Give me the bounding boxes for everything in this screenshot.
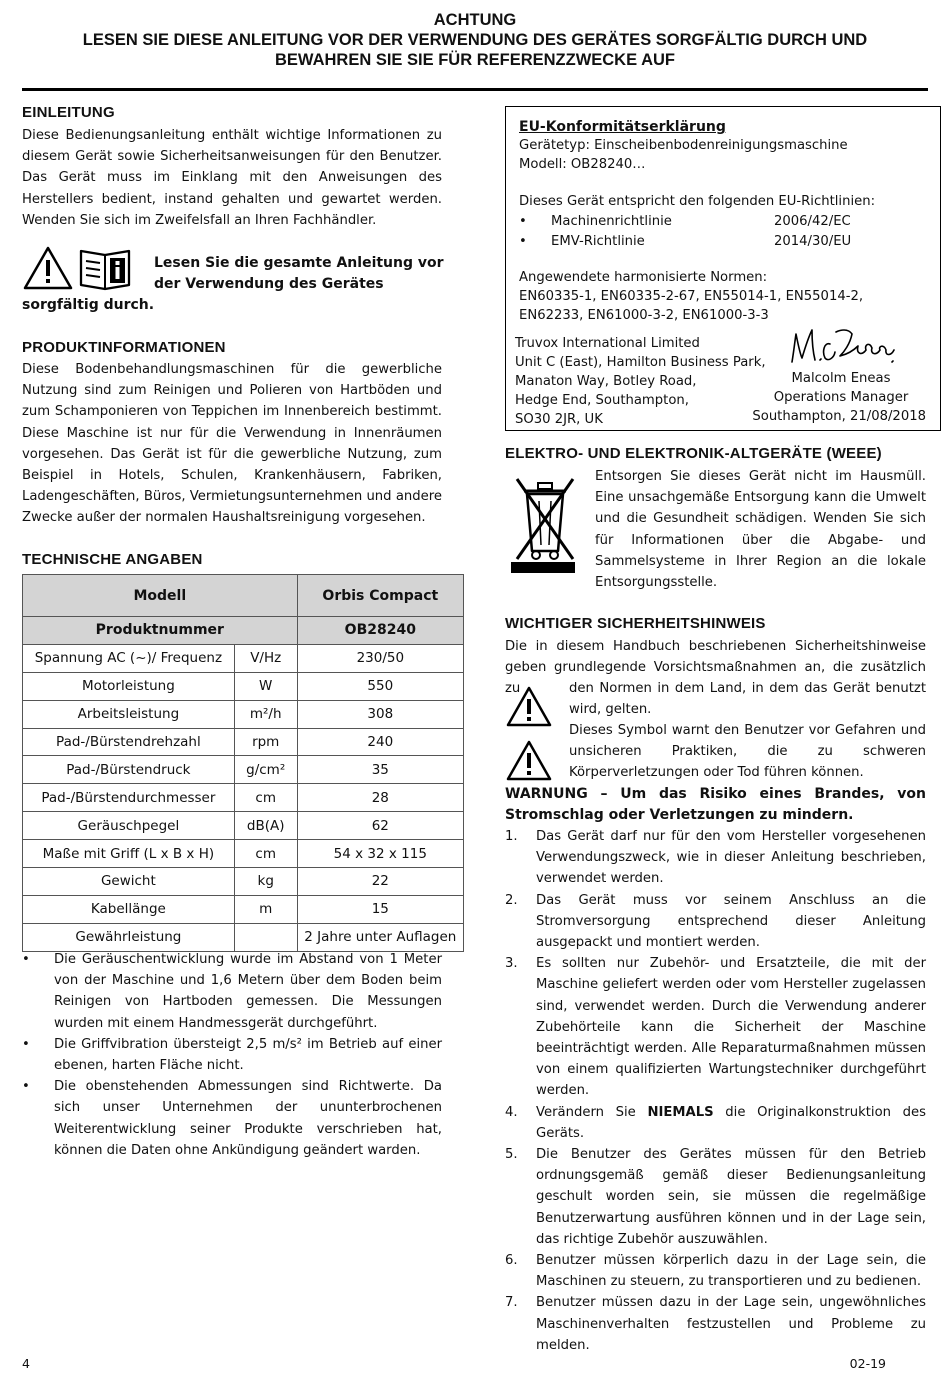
spec-label: Pad-/Bürstendurchmesser — [23, 784, 235, 812]
safety-intro-a: Die in diesem Handbuch beschriebenen Sicherheitshinweise geben grundlegende Vorsichtsmaßnahmen an, die zusätzlich zu — [505, 639, 926, 697]
directive-code: 2006/42/EC — [774, 214, 851, 229]
warning-triangle-icon — [505, 686, 553, 728]
spec-value: 15 — [297, 895, 463, 923]
address-line: Manaton Way, Botley Road, — [515, 374, 697, 389]
weee-heading: ELEKTRO- UND ELEKTRONIK-ALTGERÄTE (WEEE) — [505, 445, 882, 462]
address-line: SO30 2JR, UK — [515, 412, 603, 427]
spec-table — [22, 574, 464, 952]
manual-book-icon — [81, 251, 129, 289]
list-item — [505, 826, 926, 890]
read-instructions-notice — [154, 253, 444, 295]
safety-warning: WARNUNG – Um das Risiko eines Brandes, von Stromschlag oder Verletzungen zu mindern. — [505, 786, 926, 824]
safety-symbol-text: Dieses Symbol warnt den Benutzer vor Gefahren und unsicheren Praktiken, die zu schweren Körperverletzungen oder Tod führen können. — [569, 723, 926, 781]
list-item — [505, 890, 926, 954]
list-text: Benutzer müssen körperlich dazu in der Lage sein, die Maschinen zu steuern, zu transportieren und zu bedienen. — [536, 1253, 926, 1290]
list-text-emphasis: NIEMALS — [647, 1104, 714, 1120]
produkt-body: Diese Bodenbehandlungsmaschinen für die gewerbliche Nutzung sind zum Reinigen und Polieren von Hartböden und zum Schamponieren von Teppichen im Innenbereich bestimmt. Diese Maschine ist nur für die Verwendung in Innenräumen vorgesehen. Das Gerät ist für die gewerbliche Nutzung, zum Beispiel in Hotels, Schulen, Krankenhäusern, Fabriken, Ladengeschäften, Büros, Vermietungsunternehmen und andere Zwecke außer der normalen Haushaltsreinigung vorgesehen. — [22, 362, 442, 526]
produkt-heading: PRODUKTINFORMATIONEN — [22, 339, 226, 356]
list-item: • Die Griffvibration übersteigt 2,5 m/s² im Betrieb auf einer ebenen, harten Fläche nicht. — [22, 1034, 442, 1076]
eu-norms-label: Angewendete harmonisierte Normen: — [519, 270, 768, 285]
einleitung-heading: EINLEITUNG — [22, 104, 115, 121]
spec-value: 240 — [297, 728, 463, 756]
read-manual-icons — [22, 245, 140, 291]
spec-value: 230/50 — [297, 644, 463, 672]
list-text: Das Gerät darf nur für den vom Hersteller vorgesehenen Verwendungszweck, wie in dieser Anleitung beschrieben, verwendet werden. — [536, 829, 926, 887]
list-item — [505, 1102, 926, 1144]
safety-list — [505, 826, 926, 1356]
spec-product-value: OB28240 — [297, 617, 463, 645]
eu-directives — [519, 212, 919, 251]
spec-label: Geräuschpegel — [23, 812, 235, 840]
signature — [788, 322, 898, 370]
eu-norms-line-1: EN60335-1, EN60335-2-67, EN55014-1, EN55014-2, — [519, 289, 864, 304]
list-number: 3. — [505, 956, 518, 972]
eu-type: Gerätetyp: Einscheibenbodenreinigungsmaschine — [519, 138, 848, 153]
spec-label: Motorleistung — [23, 672, 235, 700]
signer-name: Malcolm Eneas — [791, 371, 891, 386]
list-number: 1. — [505, 829, 518, 844]
eu-model: Modell: OB28240… — [519, 157, 646, 172]
read-line-2: der Verwendung des Gerätes — [154, 276, 384, 292]
directive-name: EMV-Richtlinie — [551, 233, 645, 249]
header-divider — [22, 88, 928, 91]
spec-product-row — [23, 617, 464, 645]
spec-label: Gewährleistung — [23, 923, 235, 951]
header-line-2: LESEN SIE DIESE ANLEITUNG VOR DER VERWENDUNG DES GERÄTES SORGFÄLTIG DURCH UND — [82, 31, 868, 49]
eu-address — [515, 334, 766, 429]
table-row — [23, 728, 464, 756]
spec-unit: kg — [234, 868, 297, 896]
signer-place-date: Southampton, 21/08/2018 — [752, 409, 926, 424]
eu-declaration-box — [505, 106, 941, 431]
spec-model-value: Orbis Compact — [297, 575, 463, 617]
spec-unit: g/cm² — [234, 756, 297, 784]
list-number: 2. — [505, 892, 518, 908]
weee-body: Entsorgen Sie dieses Gerät nicht im Hausmüll. Eine unsachgemäße Entsorgung kann die Umwelt und die Gesundheit schädigen. Wenden Sie sich für Informationen über die Abgabe- und Sammelsysteme in Ihrer Region an die lokale Entsorgungsstelle. — [595, 469, 926, 591]
signer-title: Operations Manager — [773, 390, 909, 405]
table-row — [23, 644, 464, 672]
spec-notes — [22, 949, 442, 1161]
list-text: die Originalkonstruktion des Geräts. — [536, 1104, 926, 1141]
spec-label: Pad-/Bürstendruck — [23, 756, 235, 784]
list-text: Benutzer müssen dazu in der Lage sein, ungewöhnliches Maschinenverhalten festzustellen und Probleme zu melden. — [536, 1295, 926, 1353]
spec-value: 54 x 32 x 115 — [297, 840, 463, 868]
spec-model-row — [23, 575, 464, 617]
list-text: Verändern Sie — [536, 1104, 648, 1120]
safety-heading: WICHTIGER SICHERHEITSHINWEIS — [505, 615, 766, 632]
spec-value: 308 — [297, 700, 463, 728]
spec-unit — [234, 923, 297, 951]
header-line-3: BEWAHREN SIE SIE FÜR REFERENZZWECKE AUF — [275, 51, 675, 69]
address-line: Unit C (East), Hamilton Business Park, — [515, 355, 766, 370]
list-item — [505, 1292, 926, 1356]
spec-unit: V/Hz — [234, 644, 297, 672]
table-row — [23, 784, 464, 812]
signer-block — [756, 369, 926, 407]
list-item: • Machinenrichtlinie 2006/42/EC — [519, 212, 919, 232]
spec-unit: m²/h — [234, 700, 297, 728]
page-number: 4 — [22, 1356, 30, 1371]
spec-unit: cm — [234, 784, 297, 812]
spec-label: Pad-/Bürstendrehzahl — [23, 728, 235, 756]
table-row — [23, 923, 464, 951]
document-code: 02-19 — [849, 1356, 886, 1371]
weee-bin-icon — [505, 467, 585, 577]
read-line-3: sorgfältig durch. — [22, 297, 155, 313]
spec-label: Gewicht — [23, 868, 235, 896]
list-number: 6. — [505, 1253, 518, 1269]
address-line: Hedge End, Southampton, — [515, 393, 689, 408]
spec-unit: W — [234, 672, 297, 700]
spec-product-label: Produktnummer — [23, 617, 298, 645]
list-item — [505, 1144, 926, 1250]
spec-unit: rpm — [234, 728, 297, 756]
list-number: 4. — [505, 1104, 518, 1120]
list-item: • Die obenstehenden Abmessungen sind Richtwerte. Da sich unser Unternehmen der ununterbrochenen Weiterentwicklung seiner Produkte verschrieben hat, können die Daten ohne Ankündigung geändert warden. — [22, 1076, 442, 1161]
table-row — [23, 700, 464, 728]
spec-value: 62 — [297, 812, 463, 840]
spec-unit: m — [234, 895, 297, 923]
directive-name: Machinenrichtlinie — [551, 214, 672, 229]
spec-label: Kabellänge — [23, 895, 235, 923]
eu-intro: Dieses Gerät entspricht den folgenden EU-Richtlinien: — [519, 194, 876, 209]
einleitung-body: Diese Bedienungsanleitung enthält wichtige Informationen zu diesem Gerät sowie Sicherheitsanweisungen für den Benutzer. Das Gerät muss im Einklang mit den Anweisungen des Herstellers bedient, instand gehalten und gewartet werden. Wenden Sie sich im Zweifelsfall an Ihren Fachhändler. — [22, 128, 442, 228]
spec-value: 550 — [297, 672, 463, 700]
table-row — [23, 840, 464, 868]
read-line-1: Lesen Sie die gesamte Anleitung vor — [154, 255, 444, 271]
spec-label: Maße mit Griff (L x B x H) — [23, 840, 235, 868]
spec-label: Spannung AC (~)/ Frequenz — [23, 644, 235, 672]
spec-value: 22 — [297, 868, 463, 896]
list-item: • EMV-Richtlinie 2014/30/EU — [519, 232, 919, 252]
spec-unit: cm — [234, 840, 297, 868]
list-text: Die Benutzer des Gerätes müssen für den Betrieb ordnungsgemäß gemäß dieser Bedienungsanleitung geschult worden sein, sie müssen die regelmäßige Benutzerwartung ausführen können und in der Lage sein, das richtige Zubehör auszuwählen. — [536, 1147, 926, 1247]
list-item — [505, 1250, 926, 1292]
table-row — [23, 756, 464, 784]
spec-unit: dB(A) — [234, 812, 297, 840]
table-row — [23, 895, 464, 923]
warning-triangle-icon — [505, 740, 553, 782]
eu-norms-line-2: EN62233, EN61000-3-2, EN61000-3-3 — [519, 308, 769, 323]
list-number: 7. — [505, 1295, 518, 1311]
table-row — [23, 868, 464, 896]
directive-code: 2014/30/EU — [774, 233, 852, 249]
table-row — [23, 672, 464, 700]
spec-model-label: Modell — [23, 575, 298, 617]
spec-label: Arbeitsleistung — [23, 700, 235, 728]
address-line: Truvox International Limited — [515, 336, 700, 351]
warning-triangle-icon — [22, 245, 140, 291]
technik-heading: TECHNISCHE ANGABEN — [22, 551, 203, 568]
list-text: Es sollten nur Zubehör- und Ersatzteile, die mit der Maschine geliefert werden oder vom Hersteller zugelassen sind, verwendet werden. Durch die Verwendung anderer Zubehörteile kann die Sicherheit der Maschine beeinträchtigt werden. Alle Reparaturmaßnahmen müssen von einem qualifizierten Wartungstechniker durchgeführt werden. — [536, 956, 926, 1099]
page-header — [22, 10, 928, 70]
safety-intro-b: den Normen in dem Land, in dem das Gerät benutzt wird, gelten. — [569, 681, 926, 718]
spec-value: 2 Jahre unter Auflagen — [297, 923, 463, 951]
table-row — [23, 812, 464, 840]
spec-value: 28 — [297, 784, 463, 812]
list-item — [505, 953, 926, 1101]
list-number: 5. — [505, 1147, 518, 1163]
list-item: • Die Geräuschentwicklung wurde im Abstand von 1 Meter von der Maschine und 1,6 Metern über dem Boden beim Reinigen von Hartboden gemessen. Die Messungen wurden mit einem Handmessgerät durchgeführt. — [22, 949, 442, 1034]
list-text: Das Gerät muss vor seinem Anschluss an die Stromversorgung entsprechend dieser Anleitung ausgepackt und montiert werden. — [536, 892, 926, 951]
eu-title: EU-Konformitätserklärung — [519, 119, 726, 135]
header-line-1: ACHTUNG — [433, 11, 517, 29]
spec-value: 35 — [297, 756, 463, 784]
